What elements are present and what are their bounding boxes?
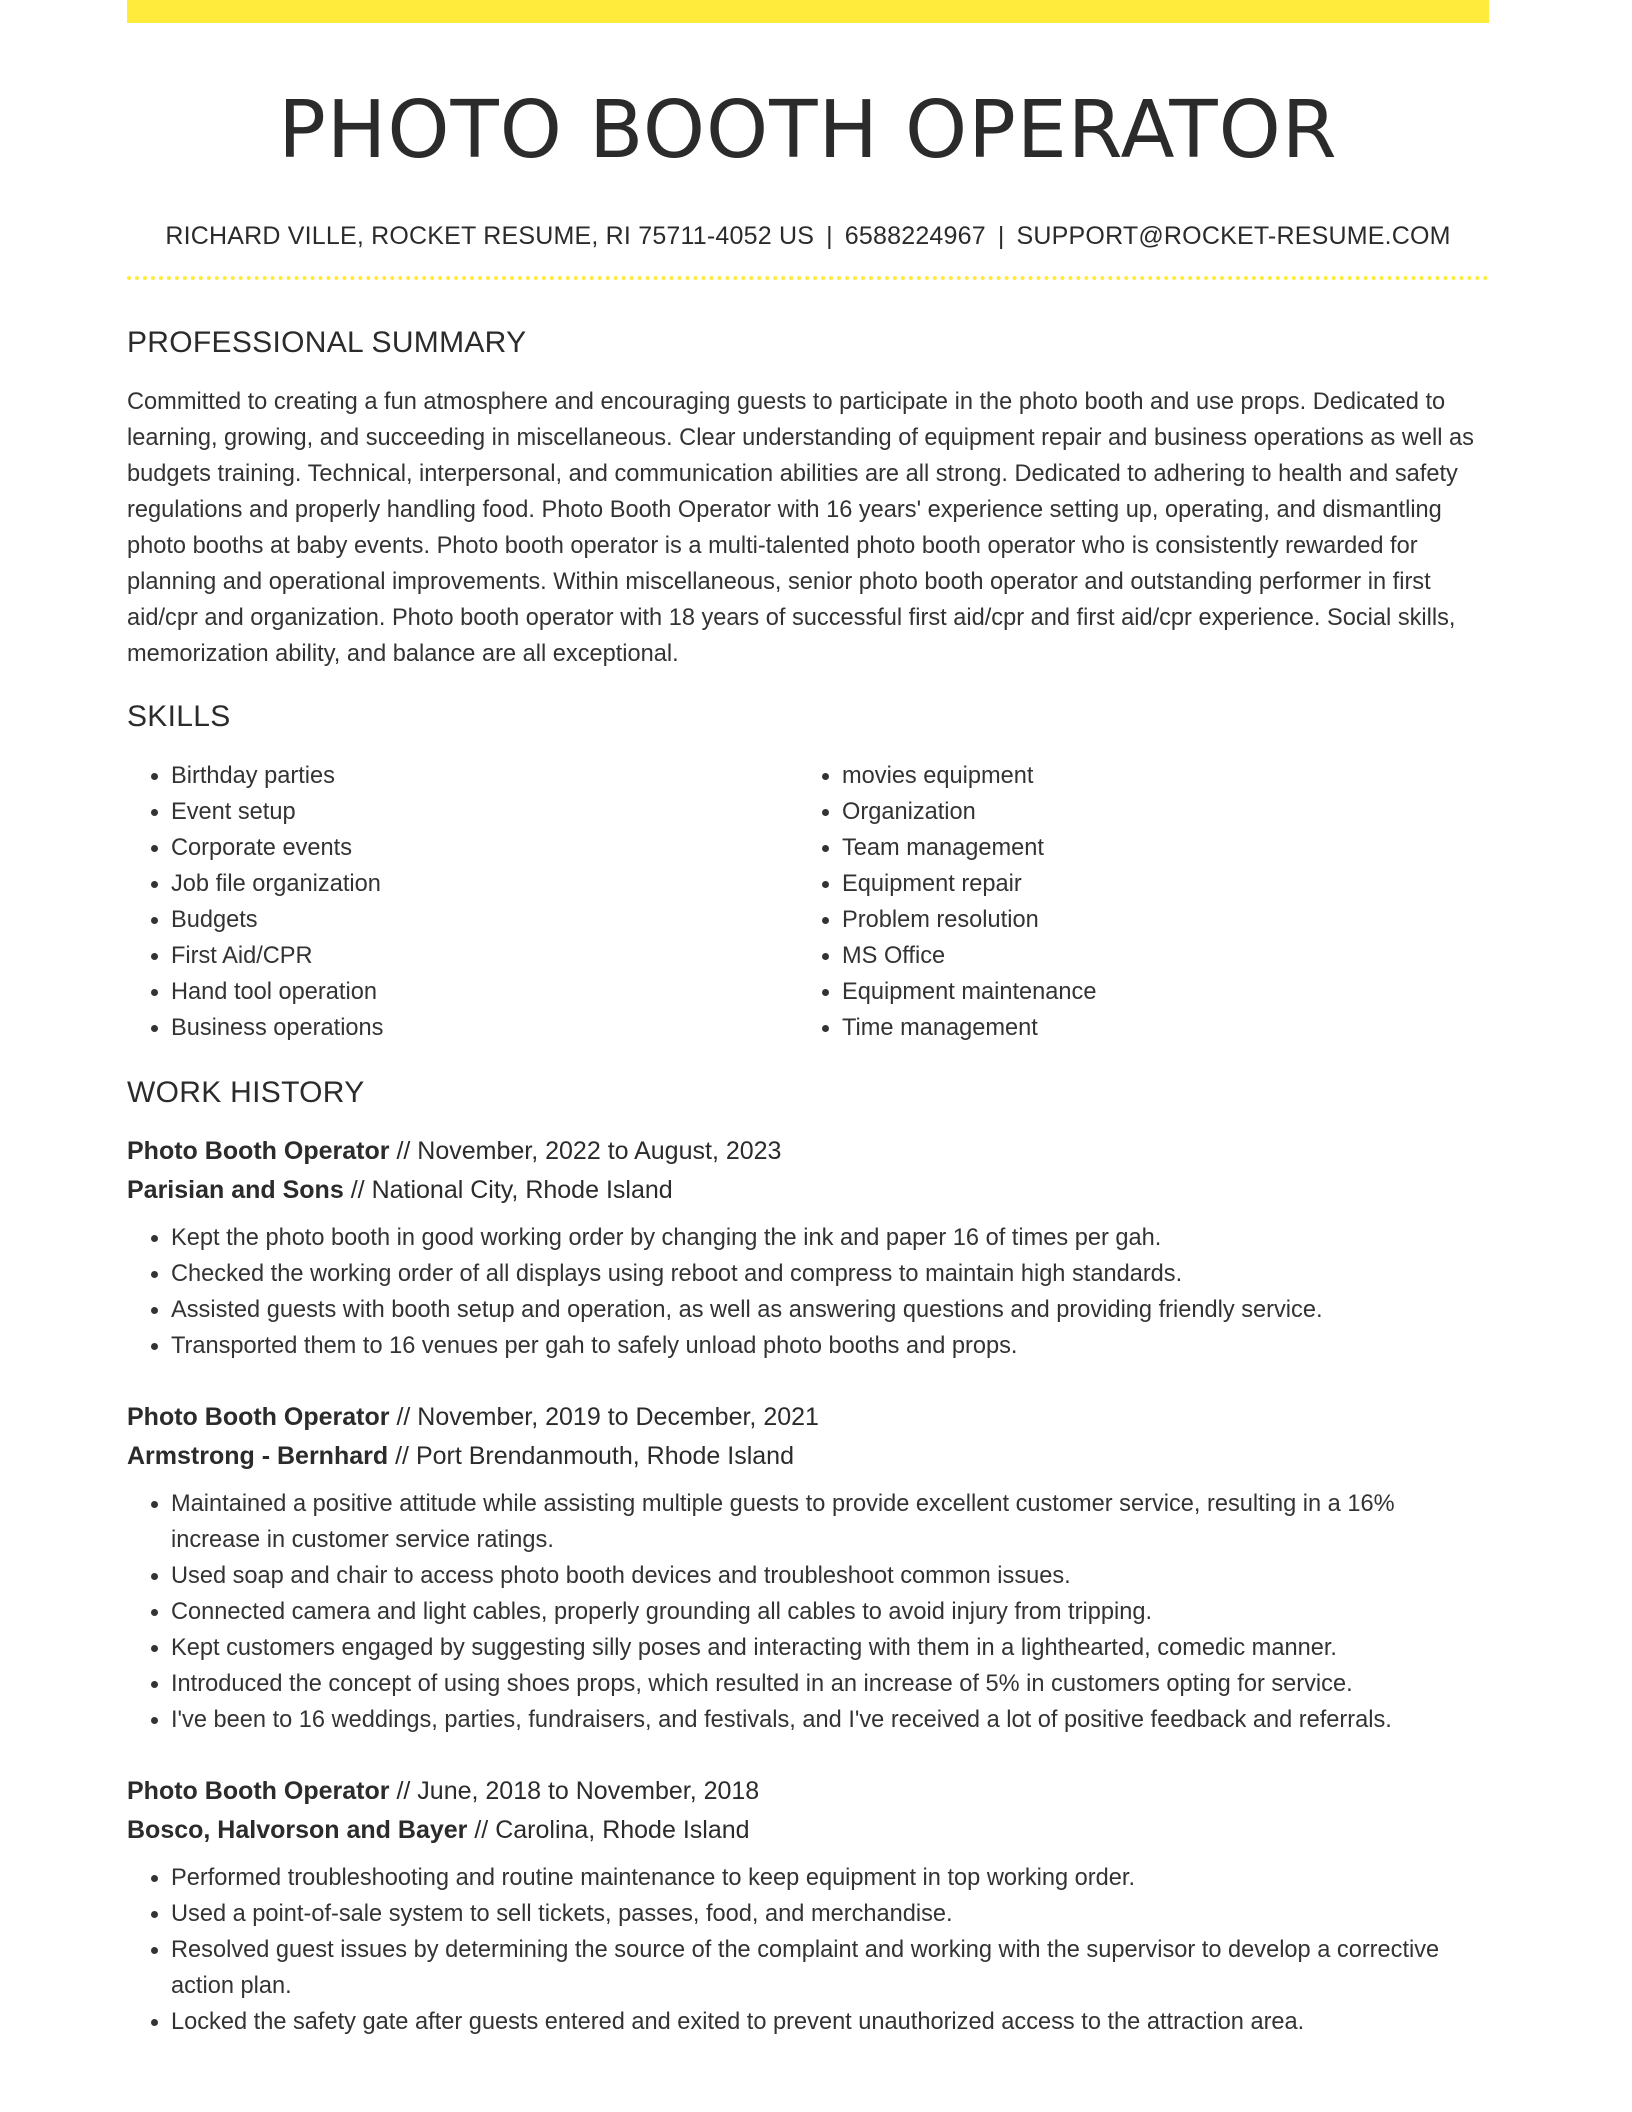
summary-text: Committed to creating a fun atmosphere and encouraging guests to participate in the photo booth and use props. Dedicated to learning, growing, and succeeding in miscellaneous. Clear understanding of equipment repair and business operations as well as budgets training. Technical, interpersonal, and communication abilities are all strong. Dedicated to adhering to health and safety regulations and properly handling food. Photo Booth Operator with 16 years' experience setting up, operating, and dismantling photo booths at baby events. Photo booth operator is a multi-talented photo booth operator who is consistently rewarded for planning and operational improvements. Within miscellaneous, senior photo booth operator and outstanding performer in first aid/cpr and organization. Photo booth operator with 18 years of successful first aid/cpr and first aid/cpr experience. Social skills, memorization ability, and balance are all exceptional. bbox=[127, 389, 1474, 667]
job-divider: // bbox=[395, 1442, 409, 1470]
work-history-heading: WORK HISTORY bbox=[127, 1076, 365, 1109]
job-dates: June, 2018 to November, 2018 bbox=[417, 1777, 760, 1805]
job-bullet: • Maintained a positive attitude while assisting multiple guests to provide excellent customer service, resulting in a 16% increase in customer service ratings. bbox=[171, 1486, 1489, 1558]
skill-item: • Time management bbox=[842, 1010, 1469, 1046]
skill-item: • movies equipment bbox=[842, 758, 1469, 794]
job-location: Port Brendanmouth, Rhode Island bbox=[415, 1442, 794, 1470]
skill-item: • Job file organization bbox=[171, 866, 798, 902]
job-bullet: • Transported them to 16 venues per gah to safely unload photo booths and props. bbox=[171, 1328, 1489, 1364]
resume-content bbox=[127, 0, 1489, 2040]
skill-item: • First Aid/CPR bbox=[171, 938, 798, 974]
job-title: Photo Booth Operator bbox=[127, 1403, 390, 1431]
job-bullet: • Kept customers engaged by suggesting silly poses and interacting with them in a lighthearted, comedic manner. bbox=[171, 1630, 1489, 1666]
job-company: Armstrong - Bernhard bbox=[127, 1442, 389, 1470]
job-bullet: • Checked the working order of all displays using reboot and compress to maintain high standards. bbox=[171, 1256, 1489, 1292]
job-company-line bbox=[127, 1171, 1489, 1210]
job-entry bbox=[127, 1772, 1489, 2040]
dotted-divider bbox=[127, 276, 1489, 280]
job-divider: // bbox=[396, 1137, 411, 1165]
skill-item: • Hand tool operation bbox=[171, 974, 798, 1010]
skills-list-left bbox=[127, 758, 798, 1046]
skill-item: • Event setup bbox=[171, 794, 798, 830]
job-title-line bbox=[127, 1772, 1489, 1811]
skill-item: • Problem resolution bbox=[842, 902, 1469, 938]
skill-item: • Business operations bbox=[171, 1010, 798, 1046]
job-bullets bbox=[127, 1220, 1489, 1364]
job-divider: // bbox=[350, 1176, 365, 1204]
job-bullet: • Used a point-of-sale system to sell tickets, passes, food, and merchandise. bbox=[171, 1896, 1489, 1932]
job-location: Carolina, Rhode Island bbox=[495, 1816, 750, 1844]
skill-item: • MS Office bbox=[842, 938, 1469, 974]
job-company-line bbox=[127, 1811, 1489, 1850]
contact-separator: | bbox=[826, 222, 833, 250]
job-title-line bbox=[127, 1132, 1489, 1171]
job-bullet: • Resolved guest issues by determining the source of the complaint and working with the supervisor to develop a corrective action plan. bbox=[171, 1932, 1489, 2004]
job-company: Parisian and Sons bbox=[127, 1176, 344, 1204]
job-bullet: • Connected camera and light cables, properly grounding all cables to avoid injury from tripping. bbox=[171, 1594, 1489, 1630]
job-divider: // bbox=[396, 1403, 411, 1431]
job-entry bbox=[127, 1398, 1489, 1738]
skill-item: • Organization bbox=[842, 794, 1469, 830]
job-title-line bbox=[127, 1398, 1489, 1437]
skill-item: • Equipment repair bbox=[842, 866, 1469, 902]
skill-item: • Birthday parties bbox=[171, 758, 798, 794]
skill-item: • Budgets bbox=[171, 902, 798, 938]
contact-info bbox=[127, 220, 1489, 252]
job-bullet: • Kept the photo booth in good working order by changing the ink and paper 16 of times per gah. bbox=[171, 1220, 1489, 1256]
job-divider: // bbox=[396, 1777, 411, 1805]
job-entry bbox=[127, 1132, 1489, 1364]
job-company-line bbox=[127, 1437, 1489, 1476]
skill-item: • Equipment maintenance bbox=[842, 974, 1469, 1010]
job-bullets bbox=[127, 1486, 1489, 1738]
skills-grid bbox=[127, 758, 1489, 1046]
job-bullet: • Used soap and chair to access photo booth devices and troubleshoot common issues. bbox=[171, 1558, 1489, 1594]
job-bullet: • Introduced the concept of using shoes props, which resulted in an increase of 5% in customers opting for service. bbox=[171, 1666, 1489, 1702]
job-bullets bbox=[127, 1860, 1489, 2040]
contact-email: SUPPORT@ROCKET-RESUME.COM bbox=[1016, 222, 1451, 250]
job-location: National City, Rhode Island bbox=[371, 1176, 673, 1204]
skills-list-right bbox=[798, 758, 1469, 1046]
job-divider: // bbox=[474, 1816, 489, 1844]
resume-title: PHOTO BOOTH OPERATOR bbox=[278, 84, 1338, 176]
job-bullet: • Performed troubleshooting and routine maintenance to keep equipment in top working order. bbox=[171, 1860, 1489, 1896]
skills-heading: SKILLS bbox=[127, 700, 231, 733]
contact-phone: 6588224967 bbox=[844, 222, 986, 250]
job-dates: November, 2022 to August, 2023 bbox=[417, 1137, 782, 1165]
job-title: Photo Booth Operator bbox=[127, 1137, 390, 1165]
summary-heading: PROFESSIONAL SUMMARY bbox=[127, 326, 527, 359]
job-bullet: • Assisted guests with booth setup and operation, as well as answering questions and providing friendly service. bbox=[171, 1292, 1489, 1328]
skill-item: • Corporate events bbox=[171, 830, 798, 866]
job-company: Bosco, Halvorson and Bayer bbox=[127, 1816, 468, 1844]
job-bullet: • Locked the safety gate after guests entered and exited to prevent unauthorized access to the attraction area. bbox=[171, 2004, 1489, 2040]
job-dates: November, 2019 to December, 2021 bbox=[417, 1403, 819, 1431]
job-bullet: • I've been to 16 weddings, parties, fundraisers, and festivals, and I've received a lot of positive feedback and referrals. bbox=[171, 1702, 1489, 1738]
contact-separator: | bbox=[997, 222, 1005, 250]
job-title: Photo Booth Operator bbox=[127, 1777, 390, 1805]
skill-item: • Team management bbox=[842, 830, 1469, 866]
contact-address: RICHARD VILLE, ROCKET RESUME, RI 75711-4052 US bbox=[165, 222, 815, 250]
